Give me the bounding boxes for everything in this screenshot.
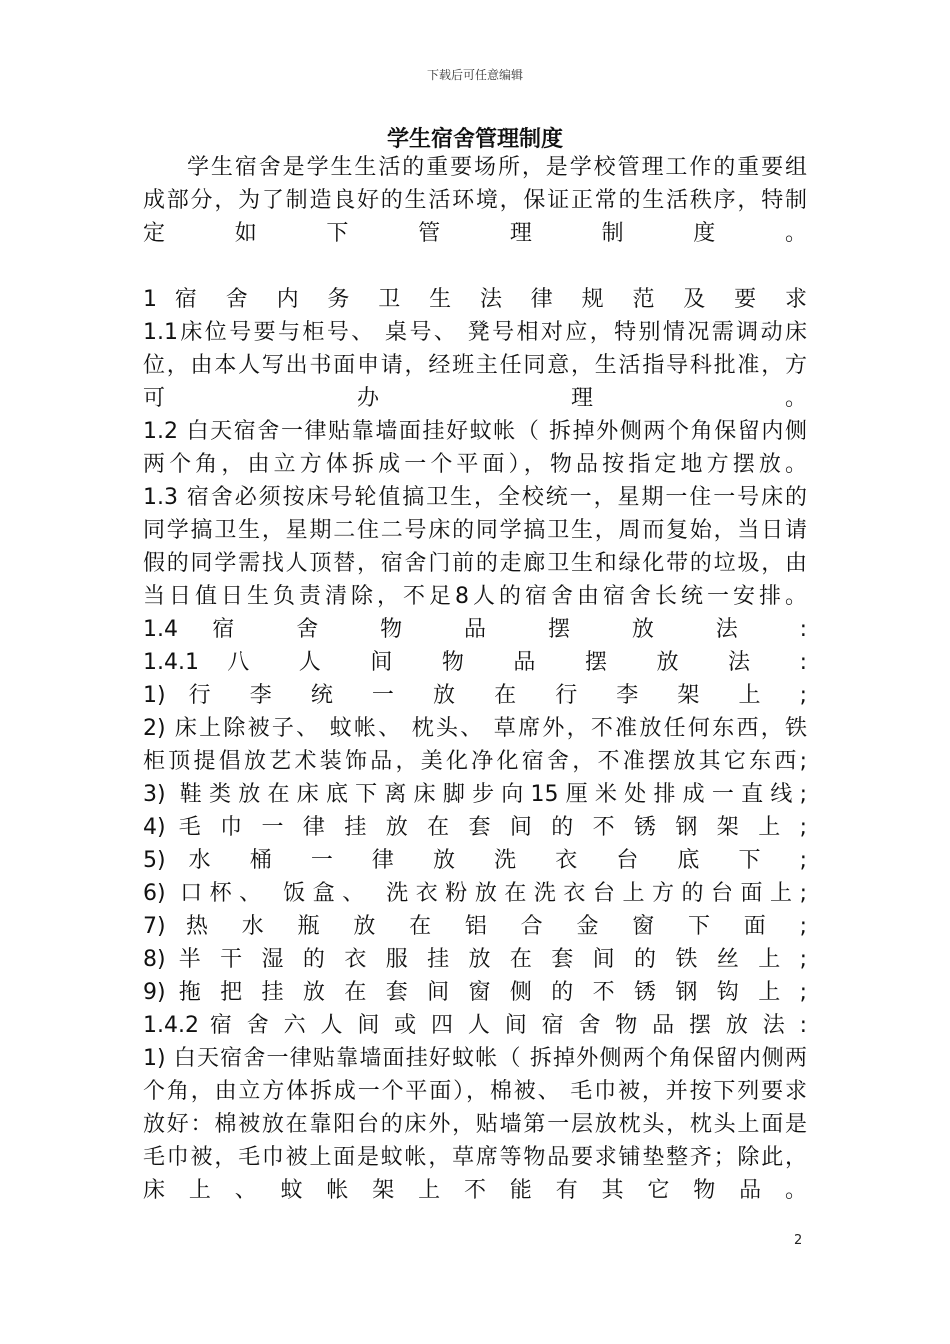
list-item: 2) 床上除被子、 蚊帐、 枕头、 草席外，不准放任何东西，铁 柜顶提倡放艺术装饰品，美化净化宿舍，不准摆放其它东西; xyxy=(143,716,807,774)
rule-1-4-1-heading: 1.4.1 八 人 间 物 品 摆 放 法 : xyxy=(143,650,807,675)
rule-1-4-heading: 1.4 宿 舍 物 品 摆 放 法 : xyxy=(143,617,807,642)
rule-1-2: 1.2 白天宿舍一律贴靠墙面挂好蚊帐（ 拆掉外侧两个角保留内侧 两个角，由立方体拆成一个平面），物品按指定地方摆放。 xyxy=(143,419,807,477)
blank-line xyxy=(143,250,807,283)
page-number: 2 xyxy=(794,1233,803,1248)
list-item: 3) 鞋类放在床底下离床脚步向15厘米处排成一直线; xyxy=(143,782,807,807)
section-heading-1: 1 宿 舍 内 务 卫 生 法 律 规 范 及 要 求 xyxy=(143,287,807,312)
intro-paragraph: 学生宿舍是学生生活的重要场所，是学校管理工作的重要组 成部分，为了制造良好的生活环境，保证正常的生活秩序，特制 定 如 下 管 理 制 度 。 xyxy=(143,155,807,246)
list-item: 4) 毛 巾 一 律 挂 放 在 套 间 的 不 锈 钢 架 上 ; xyxy=(143,815,807,840)
list-item: 7) 热 水 瓶 放 在 铝 合 金 窗 下 面 ; xyxy=(143,914,807,939)
rule-1-4-2-heading: 1.4.2 宿 舍 六 人 间 或 四 人 间 宿 舍 物 品 摆 放 法 : xyxy=(143,1013,807,1038)
document-title: 学生宿舍管理制度 xyxy=(386,127,563,152)
list-item: 6) 口杯、 饭盒、 洗衣粉放在洗衣台上方的台面上; xyxy=(143,881,807,906)
list-item: 1) 行 李 统 一 放 在 行 李 架 上 ; xyxy=(143,683,807,708)
list-item: 5) 水 桶 一 律 放 洗 衣 台 底 下 ; xyxy=(143,848,807,873)
header-note: 下载后可任意编辑 xyxy=(426,68,523,82)
list-item: 1) 白天宿舍一律贴靠墙面挂好蚊帐（ 拆掉外侧两个角保留内侧两 个角，由立方体拆成一个平面），棉被、 毛巾被，并按下列要求 放好：棉被放在靠阳台的床外，贴墙第一层放枕头，枕头上面是 毛巾被，毛巾被上面是蚊帐，草席等物品要求铺垫整齐；除此， 床 上 、 蚊 帐 架 上 不 能 有 其 它 物 品 。 xyxy=(143,1046,807,1203)
list-item: 9) 拖 把 挂 放 在 套 间 窗 侧 的 不 锈 钢 钩 上 ; xyxy=(143,980,807,1005)
list-item: 8) 半 干 湿 的 衣 服 挂 放 在 套 间 的 铁 丝 上 ; xyxy=(143,947,807,972)
rule-1-3: 1.3 宿舍必须按床号轮值搞卫生，全校统一，星期一住一号床的 同学搞卫生，星期二住二号床的同学搞卫生，周而复始，当日请 假的同学需找人顶替，宿舍门前的走廊卫生和绿化带的垃圾，由 当日值日生负责清除，不足8人的宿舍由宿舍长统一安排。 xyxy=(143,485,807,609)
rule-1-1: 1.1床位号要与柜号、 桌号、 凳号相对应，特别情况需调动床 位，由本人写出书面申请，经班主任同意，生活指导科批准，方 可 办 理 。 xyxy=(143,320,807,411)
document-body xyxy=(143,151,807,1207)
